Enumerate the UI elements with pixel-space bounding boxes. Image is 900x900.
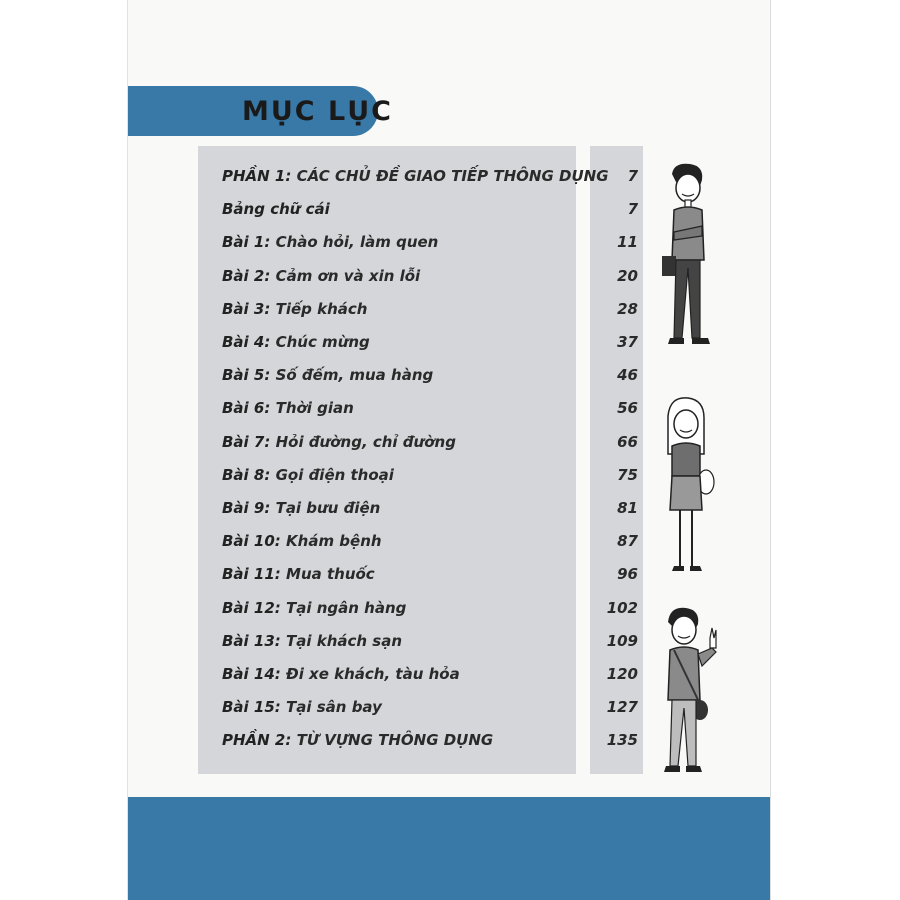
toc-entry-prefix: Bài 15:	[222, 698, 281, 717]
toc-row	[0, 525, 900, 558]
toc-page-number: 20	[617, 266, 638, 285]
toc-row	[0, 426, 900, 459]
toc-entry-prefix: Bài 6:	[222, 399, 271, 418]
toc-entry-title: Hỏi đường, chỉ đường	[270, 432, 456, 451]
toc-entry	[222, 525, 582, 558]
toc-page-number: 7	[627, 167, 638, 185]
toc-entry-title: Thời gian	[270, 399, 354, 418]
toc-row	[0, 459, 900, 492]
toc-page-number: 28	[617, 299, 638, 318]
toc-entry-title: Cảm ơn và xin lỗi	[270, 266, 421, 285]
toc-row	[0, 658, 900, 691]
toc-page-number: 75	[617, 465, 638, 484]
toc-entry-title: Tiếp khách	[270, 299, 368, 318]
toc-entry-prefix: Bài 13:	[222, 631, 281, 650]
toc-entry	[222, 392, 582, 425]
toc-row	[0, 558, 900, 591]
toc-page-number: 46	[617, 366, 638, 385]
toc-entry-prefix: Bài 3:	[222, 299, 271, 318]
toc-entry-prefix: PHẦN 2:	[222, 731, 292, 750]
toc-page-number: 102	[606, 598, 638, 617]
toc-row	[0, 691, 900, 724]
toc-page-number: 66	[617, 432, 638, 451]
toc-entry-prefix: Bài 2:	[222, 266, 271, 285]
toc-entry-prefix: Bài 5:	[222, 366, 271, 385]
toc-page-number: 56	[617, 399, 638, 418]
toc-entry-title: Số đếm, mua hàng	[270, 366, 434, 385]
toc-entry	[222, 724, 582, 757]
toc-entry-prefix: Bảng chữ cái	[222, 200, 330, 219]
toc-page-number: 135	[606, 731, 638, 750]
toc-page-number: 96	[617, 565, 638, 584]
toc-row	[0, 226, 900, 259]
toc-entry-title: Chào hỏi, làm quen	[270, 233, 439, 252]
toc-row	[0, 724, 900, 757]
toc-entry	[222, 359, 582, 392]
toc-entry-prefix: Bài 14:	[222, 665, 281, 683]
toc-entry-title: Gọi điện thoại	[270, 465, 394, 484]
toc-row	[0, 592, 900, 625]
toc-page-number: 109	[606, 631, 638, 650]
toc-entry-title: Mua thuốc	[280, 565, 375, 584]
toc-page-number: 37	[617, 333, 638, 351]
toc-row	[0, 160, 900, 193]
toc-row	[0, 492, 900, 525]
toc-entry	[222, 260, 582, 293]
toc-entry	[222, 592, 582, 625]
toc-row	[0, 193, 900, 226]
toc-entry	[222, 326, 582, 359]
waving-man-illustration-icon	[656, 604, 724, 778]
toc-page-number: 127	[606, 698, 638, 717]
toc-entry	[222, 459, 582, 492]
toc-entry-prefix: Bài 1:	[222, 233, 271, 252]
toc-entry-title: CÁC CHỦ ĐỀ GIAO TIẾP THÔNG DỤNG	[291, 167, 609, 185]
toc-row	[0, 260, 900, 293]
footer-band	[128, 797, 770, 900]
toc-page-number: 81	[617, 499, 638, 517]
toc-row	[0, 392, 900, 425]
toc-entry	[222, 160, 609, 193]
toc-entry-title: TỪ VỰNG THÔNG DỤNG	[291, 731, 494, 750]
toc-entry-prefix: Bài 12:	[222, 598, 281, 617]
toc-entry	[222, 658, 582, 691]
toc-entry-title: Chúc mừng	[270, 333, 370, 351]
man-illustration-icon	[652, 160, 722, 350]
toc-entry-title: Tại khách sạn	[280, 631, 403, 650]
toc-page-number: 7	[627, 200, 638, 219]
toc-entry	[222, 625, 582, 658]
toc-entry	[222, 558, 582, 591]
toc-entry	[222, 691, 582, 724]
toc-page-number: 120	[606, 665, 638, 683]
toc-entry	[222, 492, 582, 525]
toc-entry-prefix: PHẦN 1:	[222, 167, 292, 185]
page-title: MỤC LỤC	[242, 96, 393, 127]
toc-entry	[222, 426, 582, 459]
toc-entry-title: Tại sân bay	[280, 698, 382, 717]
toc-entry-title: Tại bưu điện	[270, 499, 381, 517]
toc-entry-prefix: Bài 7:	[222, 432, 271, 451]
toc-page-number: 87	[617, 532, 638, 551]
toc-entry-prefix: Bài 11:	[222, 565, 281, 584]
toc-entry	[222, 193, 582, 226]
woman-illustration-icon	[654, 394, 718, 578]
toc-entry-title: Đi xe khách, tàu hỏa	[280, 665, 460, 683]
toc-entry-title: Khám bệnh	[280, 532, 382, 551]
toc-row	[0, 625, 900, 658]
toc-page-number: 11	[617, 233, 638, 252]
toc-entry-prefix: Bài 4:	[222, 333, 271, 351]
toc-entry-prefix: Bài 9:	[222, 499, 271, 517]
toc-entry	[222, 226, 582, 259]
toc-row	[0, 359, 900, 392]
toc-entry-prefix: Bài 8:	[222, 465, 271, 484]
toc-row	[0, 293, 900, 326]
toc-entry	[222, 293, 582, 326]
toc-entry-title: Tại ngân hàng	[280, 598, 407, 617]
toc-row	[0, 326, 900, 359]
toc-entry-prefix: Bài 10:	[222, 532, 281, 551]
